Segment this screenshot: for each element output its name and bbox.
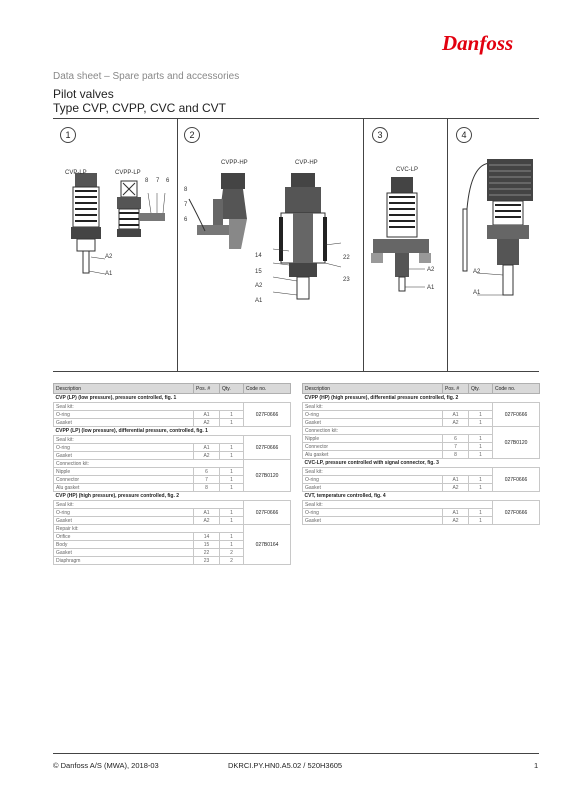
part-quantity: 1 bbox=[469, 509, 493, 517]
code-number: 027F0666 bbox=[493, 468, 540, 492]
part-quantity: 1 bbox=[469, 435, 493, 443]
code-number: 027B0120 bbox=[244, 460, 291, 492]
part-description: O-ring bbox=[303, 509, 443, 517]
label-a1: A1 bbox=[427, 285, 435, 291]
page-title-line1: Pilot valves bbox=[53, 87, 114, 101]
table-group-row bbox=[54, 394, 291, 403]
code-number: 027B0120 bbox=[493, 427, 540, 459]
label-a2: A2 bbox=[473, 269, 481, 275]
kit-row bbox=[303, 468, 540, 476]
label-6: 6 bbox=[184, 217, 188, 223]
danfoss-logo bbox=[440, 28, 540, 58]
kit-name: Connection kit: bbox=[54, 460, 244, 468]
part-position: 8 bbox=[194, 484, 220, 492]
part-quantity: 1 bbox=[469, 411, 493, 419]
header-qty: Qty. bbox=[469, 384, 493, 394]
spare-parts-table-left bbox=[53, 383, 291, 565]
kit-name: Seal kit: bbox=[54, 436, 244, 444]
header-code: Code no. bbox=[493, 384, 540, 394]
footer-divider bbox=[53, 753, 539, 754]
part-description: Gasket bbox=[54, 517, 194, 525]
kit-name: Connection kit: bbox=[303, 427, 493, 435]
code-number: 027F0666 bbox=[493, 403, 540, 427]
label-a1: A1 bbox=[473, 290, 481, 296]
part-quantity: 1 bbox=[469, 517, 493, 525]
cvt-valve-drawing bbox=[447, 149, 539, 309]
part-description: Gasket bbox=[54, 549, 194, 557]
part-position: 7 bbox=[194, 476, 220, 484]
part-description: Gasket bbox=[303, 517, 443, 525]
header-pos: Pos. # bbox=[194, 384, 220, 394]
part-description: Body bbox=[54, 541, 194, 549]
part-quantity: 1 bbox=[469, 419, 493, 427]
part-description: Gasket bbox=[303, 419, 443, 427]
figure-panel bbox=[53, 118, 539, 372]
kit-row bbox=[303, 403, 540, 411]
part-quantity: 1 bbox=[220, 484, 244, 492]
part-position: A2 bbox=[443, 517, 469, 525]
part-position: 7 bbox=[443, 443, 469, 451]
kit-row bbox=[54, 436, 291, 444]
label-14: 14 bbox=[255, 253, 262, 259]
part-position: A2 bbox=[194, 517, 220, 525]
label-22: 22 bbox=[343, 255, 350, 261]
part-position: A1 bbox=[194, 509, 220, 517]
table-group-row bbox=[303, 492, 540, 501]
part-quantity: 1 bbox=[220, 517, 244, 525]
part-position: A1 bbox=[443, 509, 469, 517]
part-quantity: 1 bbox=[220, 419, 244, 427]
group-title: CVP (LP) (low pressure), pressure controlled, fig. 1 bbox=[54, 394, 291, 403]
part-description: Gasket bbox=[303, 484, 443, 492]
part-position: 22 bbox=[194, 549, 220, 557]
kit-name: Seal kit: bbox=[54, 501, 244, 509]
part-description: Gasket bbox=[54, 419, 194, 427]
part-quantity: 2 bbox=[220, 557, 244, 565]
part-description: Nipple bbox=[54, 468, 194, 476]
part-quantity: 1 bbox=[220, 509, 244, 517]
figure-number-4: 4 bbox=[456, 127, 472, 143]
part-quantity: 1 bbox=[220, 411, 244, 419]
code-number: 027F0666 bbox=[244, 436, 291, 460]
label-cvp-hp: CVP-HP bbox=[295, 160, 318, 166]
header-description: Description bbox=[303, 384, 443, 394]
figure-number-2: 2 bbox=[184, 127, 200, 143]
page-title-line2: Type CVP, CVPP, CVC and CVT bbox=[53, 101, 226, 115]
label-cvp-lp: CVP-LP bbox=[65, 170, 87, 176]
table-header-row bbox=[54, 384, 291, 394]
group-title: CVT, temperature controlled, fig. 4 bbox=[303, 492, 540, 501]
part-quantity: 1 bbox=[220, 444, 244, 452]
part-quantity: 1 bbox=[469, 443, 493, 451]
part-description: Diaphragm bbox=[54, 557, 194, 565]
part-quantity: 1 bbox=[220, 541, 244, 549]
part-quantity: 1 bbox=[220, 533, 244, 541]
part-position: 14 bbox=[194, 533, 220, 541]
cvpp-hp-valve-drawing bbox=[177, 159, 363, 309]
part-description: O-ring bbox=[54, 444, 194, 452]
group-title: CVPP (HP) (high pressure), differential pressure controlled, fig. 2 bbox=[303, 394, 540, 403]
part-quantity: 1 bbox=[220, 476, 244, 484]
part-quantity: 1 bbox=[469, 484, 493, 492]
part-position: A2 bbox=[194, 419, 220, 427]
footer-copyright: © Danfoss A/S (MWA), 2018-03 bbox=[53, 761, 159, 770]
figure-number-3: 3 bbox=[372, 127, 388, 143]
part-position: 6 bbox=[194, 468, 220, 476]
part-position: A1 bbox=[443, 476, 469, 484]
part-description: Connector bbox=[54, 476, 194, 484]
label-cvpp-lp: CVPP-LP bbox=[115, 170, 141, 176]
part-position: 8 bbox=[443, 451, 469, 459]
part-position: A2 bbox=[443, 419, 469, 427]
code-number: 027F0666 bbox=[493, 501, 540, 525]
part-quantity: 1 bbox=[220, 468, 244, 476]
kit-name: Repair kit: bbox=[54, 525, 244, 533]
header-pos: Pos. # bbox=[443, 384, 469, 394]
label-7: 7 bbox=[156, 178, 160, 184]
part-position: 23 bbox=[194, 557, 220, 565]
kit-name: Seal kit: bbox=[303, 501, 493, 509]
code-number: 027B0164 bbox=[244, 525, 291, 565]
group-title: CVP (HP) (high pressure), pressure controlled, fig. 2 bbox=[54, 492, 291, 501]
part-description: Alu gasket bbox=[54, 484, 194, 492]
table-group-row bbox=[303, 394, 540, 403]
label-a1: A1 bbox=[255, 298, 263, 304]
part-description: O-ring bbox=[54, 411, 194, 419]
kit-row bbox=[303, 427, 540, 435]
header-qty: Qty. bbox=[220, 384, 244, 394]
part-position: A1 bbox=[194, 444, 220, 452]
footer-page-number: 1 bbox=[534, 761, 539, 770]
figure-number-1: 1 bbox=[60, 127, 76, 143]
part-description: Nipple bbox=[303, 435, 443, 443]
part-position: 6 bbox=[443, 435, 469, 443]
part-description: Connector bbox=[303, 443, 443, 451]
part-position: A2 bbox=[443, 484, 469, 492]
label-a2: A2 bbox=[427, 267, 435, 273]
label-a2: A2 bbox=[105, 254, 113, 260]
kit-name: Seal kit: bbox=[303, 468, 493, 476]
part-description: O-ring bbox=[54, 509, 194, 517]
group-title: CVC-LP, pressure controlled with signal connector, fig. 3 bbox=[303, 459, 540, 468]
table-group-row bbox=[303, 459, 540, 468]
danfoss-logo-text: Danfoss bbox=[442, 31, 514, 55]
label-6: 6 bbox=[166, 178, 170, 184]
kit-row bbox=[54, 525, 291, 533]
kit-row bbox=[303, 501, 540, 509]
part-position: 15 bbox=[194, 541, 220, 549]
part-position: A2 bbox=[194, 452, 220, 460]
part-quantity: 1 bbox=[469, 451, 493, 459]
part-description: Gasket bbox=[54, 452, 194, 460]
part-quantity: 1 bbox=[469, 476, 493, 484]
group-title: CVPP (LP) (low pressure), differential pressure, controlled, fig. 1 bbox=[54, 427, 291, 436]
part-description: O-ring bbox=[303, 476, 443, 484]
label-cvpp-hp: CVPP-HP bbox=[221, 160, 248, 166]
label-8: 8 bbox=[145, 178, 149, 184]
label-cvc-lp: CVC-LP bbox=[396, 167, 419, 173]
label-8: 8 bbox=[184, 187, 188, 193]
header-description: Description bbox=[54, 384, 194, 394]
kit-row bbox=[54, 460, 291, 468]
table-group-row bbox=[54, 492, 291, 501]
part-quantity: 1 bbox=[220, 452, 244, 460]
part-description: O-ring bbox=[303, 411, 443, 419]
spare-parts-table-right bbox=[302, 383, 540, 525]
cvc-lp-valve-drawing bbox=[363, 159, 447, 299]
table-group-row bbox=[54, 427, 291, 436]
kit-name: Seal kit: bbox=[54, 403, 244, 411]
label-23: 23 bbox=[343, 277, 350, 283]
code-number: 027F0666 bbox=[244, 403, 291, 427]
part-position: A1 bbox=[443, 411, 469, 419]
part-description: Alu gasket bbox=[303, 451, 443, 459]
code-number: 027F0666 bbox=[244, 501, 291, 525]
part-description: Orifice bbox=[54, 533, 194, 541]
label-a2: A2 bbox=[255, 283, 263, 289]
header-code: Code no. bbox=[244, 384, 291, 394]
label-7: 7 bbox=[184, 202, 188, 208]
kit-name: Seal kit: bbox=[303, 403, 493, 411]
kit-row bbox=[54, 403, 291, 411]
part-quantity: 2 bbox=[220, 549, 244, 557]
kit-row bbox=[54, 501, 291, 509]
label-a1: A1 bbox=[105, 271, 113, 277]
table-header-row bbox=[303, 384, 540, 394]
label-15: 15 bbox=[255, 269, 262, 275]
footer-doc-number: DKRCI.PY.HN0.A5.02 / 520H3605 bbox=[228, 761, 343, 770]
section-heading: Data sheet – Spare parts and accessories bbox=[53, 71, 240, 82]
part-position: A1 bbox=[194, 411, 220, 419]
